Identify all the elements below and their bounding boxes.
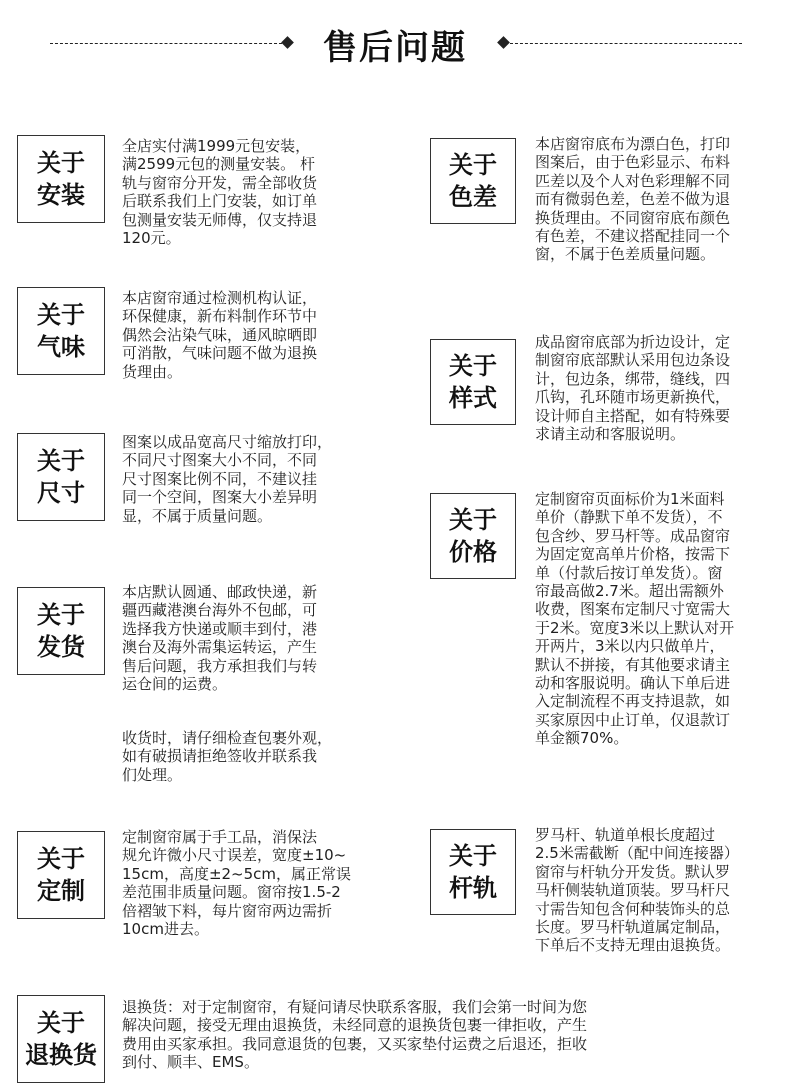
page-title: 售后问题 [323, 28, 467, 68]
style-text: 成品窗帘底部为折边设计，定 制窗帘底部默认采用包边条设 计，包边条，绑带，缝线，四 爪钩，孔环随市场更新换代， 设计师自主搭配，如有特殊要 求请主动和客服说明。 [535, 333, 731, 444]
rail-text: 罗马杆、轨道单根长度超过 2.5米需截断（配中间连接器） 窗帘与杆轨分开发货。默认罗 马杆侧装轨道顶装。罗马杆尺 寸需告知包含何种装饰头的总 长度。罗马杆轨道属定制品， 下单后不支持无理由退换货。 [535, 826, 739, 955]
size-text: 图案以成品宽高尺寸缩放打印， 不同尺寸图案大小不同，不同 尺寸图案比例不同，不建议挂 同一个空间，图案大小差异明 显，不属于质量问题。 [122, 433, 333, 525]
custom-label: 关于 定制 [17, 831, 105, 919]
header-right-dashed-line [510, 43, 742, 44]
install-label: 关于 安装 [17, 135, 105, 223]
smell-text: 本店窗帘通过检测机构认证， 环保健康，新布料制作环节中 偶然会沾染气味，通风晾晒即 可消散，气味问题不做为退换 货理由。 [122, 289, 318, 381]
smell-label: 关于 气味 [17, 287, 105, 375]
style-label: 关于 样式 [430, 339, 516, 425]
return-label: 关于 退换货 [17, 995, 105, 1083]
install-text: 全店实付满1999元包安装， 满2599元包的测量安装。 杆 轨与窗帘分开发，需全部收货 后联系我们上门安装，如订单 包测量安装无师傅，仅支持退 120元。 [122, 137, 318, 248]
color-text: 本店窗帘底布为漂白色，打印 图案后，由于色彩显示、布料 匹差以及个人对色彩理解不同 而有微弱色差，色差不做为退 换货理由。不同窗帘底布颜色 有色差，不建议搭配挂同一个 窗，不属于色差质量问题。 [535, 135, 731, 264]
color-label: 关于 色差 [430, 138, 516, 224]
shipping-label: 关于 发货 [17, 587, 105, 675]
page-header [0, 18, 790, 70]
rail-label: 关于 杆轨 [430, 829, 516, 915]
price-label: 关于 价格 [430, 493, 516, 579]
return-text: 退换货：对于定制窗帘，有疑问请尽快联系客服，我们会第一时间为您 解决问题，接受无理由退换货，未经同意的退换货包裹一律拒收，产生 费用由买家承担。我同意退货的包裹，又买家垫付运费之后退还，拒收 到付、顺丰、EMS。 [122, 998, 588, 1072]
shipping-text: 本店默认圆通、邮政快递，新 疆西藏港澳台海外不包邮，可 选择我方快递或顺丰到付，港 澳台及海外需集运转运，产生 售后问题，我方承担我们与转 运仓间的运费。 [122, 583, 318, 694]
price-text: 定制窗帘页面标价为1米面料 单价（静默下单不发货），不 包含纱、罗马杆等。成品窗帘 为固定宽高单片价格，按需下 单（付款后按订单发货）。窗 帘最高做2.7米。超出需额外 收费，图案布定制尺寸宽需大 于2米。宽度3米以上默认对开 开两片，3米以内只做单片， 默认不拼接，有其他要求请主 动和客服说明。确认下单后进 入定制流程不再支持退款，如 买家原因中止订单，仅退款订 单金额70%。 [535, 490, 735, 748]
shipping-receipt-text: 收货时，请仔细检查包裹外观， 如有破损请拒绝签收并联系我 们处理。 [122, 729, 333, 784]
custom-text: 定制窗帘属于手工品，消保法 规允许微小尺寸误差，宽度±10~ 15cm，高度±2~5cm，属正常误 差范围非质量问题。窗帘按1.5-2 倍褶皱下料，每片窗帘两边需折 10cm进去。 [122, 828, 352, 939]
size-label: 关于 尺寸 [17, 433, 105, 521]
